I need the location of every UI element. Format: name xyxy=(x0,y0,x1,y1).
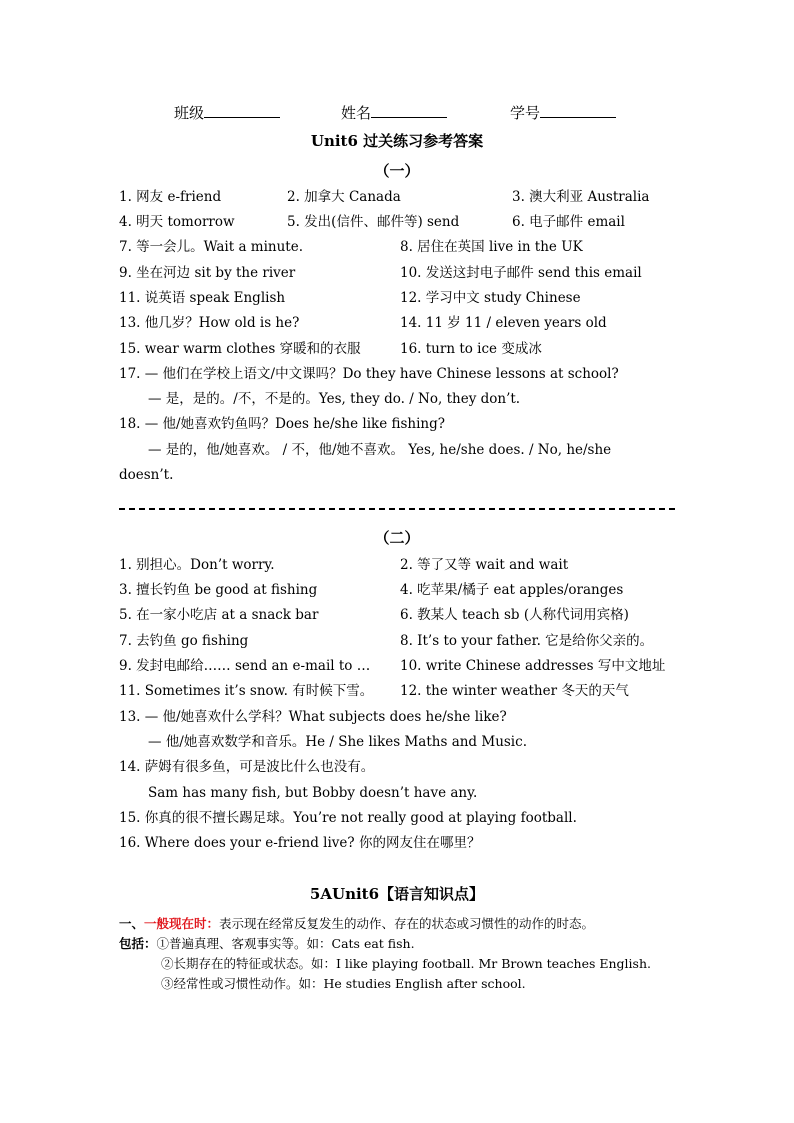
answer-item: 11. Sometimes it’s snow. 有时候下雪。 xyxy=(119,683,374,699)
answer-row xyxy=(119,236,679,258)
class-blank[interactable] xyxy=(204,103,280,118)
name-label: 姓名 xyxy=(341,104,372,122)
name-field[interactable] xyxy=(341,102,447,123)
answer-item: 9. 发封电邮给…… send an e-mail to … xyxy=(119,658,371,674)
answer-item: 2. 等了又等 wait and wait xyxy=(400,557,569,573)
answer-item: 4. 明天 tomorrow xyxy=(119,214,235,230)
item1-desc: 表示现在经常反复发生的动作、存在的状态或习惯性的动作的时态。 xyxy=(219,916,595,931)
answer-row xyxy=(119,262,679,284)
answer-item: 1. 别担心。Don’t worry. xyxy=(119,557,275,573)
answer-row xyxy=(119,554,679,576)
part2-heading: （二） xyxy=(374,529,420,547)
includes-label: 包括： xyxy=(119,936,157,951)
answer-row xyxy=(119,287,679,309)
answer-row xyxy=(119,186,679,208)
question-16: 16. Where does your e-friend live? 你的网友住在哪里？ xyxy=(119,835,481,851)
answer-item: 10. 发送这封电子邮件 send this email xyxy=(400,265,642,281)
answer-row xyxy=(119,211,679,233)
point-2: ②长期存在的特征或状态。如：I like playing football. Mr Brown teaches English. xyxy=(161,956,651,971)
question-18: 18. — 他/她喜欢钓鱼吗？Does he/she like fishing? xyxy=(119,416,446,432)
answer-item: 3. 澳大利亚 Australia xyxy=(512,189,650,205)
answer-row xyxy=(119,604,679,626)
question-13: 13. — 他/她喜欢什么学科？What subjects does he/she like? xyxy=(119,709,507,725)
number-label: 学号 xyxy=(510,104,541,122)
answer-14: Sam has many fish, but Bobby doesn’t have any. xyxy=(148,785,478,801)
answer-item: 8. 居住在英国 live in the UK xyxy=(400,239,583,255)
answer-item: 11. 说英语 speak English xyxy=(119,290,286,306)
knowledge-title: 5AUnit6【语言知识点】 xyxy=(309,885,485,903)
answer-17: — 是，是的。/不，不是的。Yes, they do. / No, they don’t. xyxy=(148,391,521,407)
item1-term: 一般现在时： xyxy=(144,916,220,931)
page-title: Unit6 过关练习参考答案 xyxy=(310,132,484,150)
answer-row xyxy=(119,630,679,652)
answer-item: 5. 发出(信件、邮件等) send xyxy=(287,214,460,230)
answer-item: 4. 吃苹果/橘子 eat apples/oranges xyxy=(400,582,624,598)
point-3: ③经常性或习惯性动作。如：He studies English after school. xyxy=(161,976,526,991)
knowledge-item-1 xyxy=(119,914,594,934)
question-17: 17. — 他们在学校上语文/中文课吗？Do they have Chinese lessons at school? xyxy=(119,366,619,382)
part1-heading: （一） xyxy=(374,162,420,180)
answer-item: 14. 11 岁 11 / eleven years old xyxy=(400,315,607,331)
answer-item: 6. 教某人 teach sb (人称代词用宾格) xyxy=(400,607,629,623)
answer-row xyxy=(119,579,679,601)
answer-item: 1. 网友 e-friend xyxy=(119,189,222,205)
number-field[interactable] xyxy=(510,102,616,123)
class-field[interactable] xyxy=(174,102,280,123)
answer-13: — 他/她喜欢数学和音乐。He / She likes Maths and Music. xyxy=(148,734,527,750)
question-14: 14. 萨姆有很多鱼，可是波比什么也没有。 xyxy=(119,759,375,775)
class-label: 班级 xyxy=(174,104,205,122)
answer-item: 6. 电子邮件 email xyxy=(512,214,625,230)
answer-item: 7. 去钓鱼 go fishing xyxy=(119,633,249,649)
answer-item: 7. 等一会儿。Wait a minute. xyxy=(119,239,304,255)
answer-item: 10. write Chinese addresses 写中文地址 xyxy=(400,658,666,674)
answer-item: 12. the winter weather 冬天的天气 xyxy=(400,683,629,699)
answer-item: 9. 坐在河边 sit by the river xyxy=(119,265,296,281)
answer-item: 12. 学习中文 study Chinese xyxy=(400,290,581,306)
item1-prefix: 一、 xyxy=(119,916,145,931)
name-blank[interactable] xyxy=(371,103,447,118)
point-1: ①普遍真理、客观事实等。如：Cats eat fish. xyxy=(156,936,415,951)
answer-18-cont: doesn’t. xyxy=(119,467,174,483)
answer-item: 2. 加拿大 Canada xyxy=(287,189,401,205)
answer-row xyxy=(119,338,679,360)
knowledge-includes xyxy=(119,934,415,954)
answer-item: 13. 他几岁？How old is he? xyxy=(119,315,300,331)
answer-item: 16. turn to ice 变成冰 xyxy=(400,341,542,357)
number-blank[interactable] xyxy=(540,103,616,118)
answer-row xyxy=(119,312,679,334)
question-15: 15. 你真的很不擅长踢足球。You’re not really good at playing football. xyxy=(119,810,577,826)
answer-18: — 是的，他/她喜欢。 / 不，他/她不喜欢。 Yes, he/she does. / No, he/she xyxy=(148,442,612,458)
answer-item: 15. wear warm clothes 穿暖和的衣服 xyxy=(119,341,361,357)
answer-row xyxy=(119,655,679,677)
dashed-divider xyxy=(119,508,675,510)
answer-item: 3. 擅长钓鱼 be good at fishing xyxy=(119,582,318,598)
answer-row xyxy=(119,680,679,702)
answer-item: 8. It’s to your father. 它是给你父亲的。 xyxy=(400,633,654,649)
answer-item: 5. 在一家小吃店 at a snack bar xyxy=(119,607,319,623)
